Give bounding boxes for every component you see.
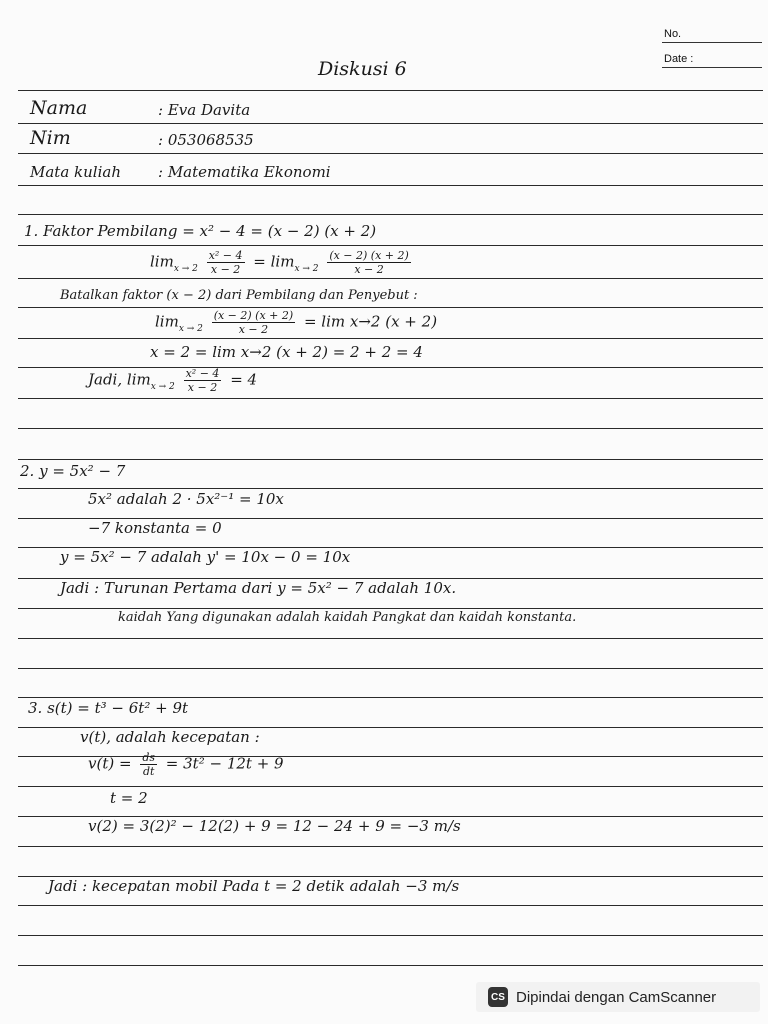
lim-text: lim [155,312,179,331]
q1-line-4-tail: = lim x→2 (x + 2) [303,312,438,331]
fraction [212,310,296,335]
fraction [207,250,245,275]
lim-sub: x → 2 [178,323,203,334]
q2-line-4: y = 5x² − 7 adalah y' = 10x − 0 = 10x [60,548,351,566]
q2-line-5: Jadi : Turunan Pertama dari y = 5x² − 7 adalah 10x. [60,579,457,597]
mata-kuliah-label: Mata kuliah [30,163,121,181]
no-label: No. [664,28,682,40]
ruled-line [18,214,763,215]
q1-line-2 [150,250,415,275]
mata-kuliah-value: : Matematika Ekonomi [158,163,331,181]
fraction-denominator: x − 2 [210,263,241,276]
fraction-numerator: ds [142,751,156,764]
ruled-line [18,846,763,847]
ruled-line [18,338,763,339]
ruled-line [18,935,763,936]
q1-line-1: 1. Faktor Pembilang = x² − 4 = (x − 2) (x + 2) [24,222,377,240]
date-label: Date : [664,53,694,65]
fraction-numerator: x² − 4 [185,367,220,380]
q3-line-2: v(t), adalah kecepatan : [80,728,260,746]
equals-lim: = lim [253,252,295,271]
nama-label: Nama [30,97,88,119]
ruled-line [18,428,763,429]
fraction [327,250,411,275]
q2-line-3: −7 konstanta = 0 [88,519,222,537]
ruled-line [18,905,763,906]
q3-line-3-tail: = 3t² − 12t + 9 [165,754,284,773]
ruled-line [18,668,763,669]
q3-line-3-head: v(t) = [88,754,132,773]
ruled-line [18,90,763,91]
jadi-lim: Jadi, lim [88,370,151,389]
fraction [140,752,157,777]
ruled-line [18,965,763,966]
ruled-line [18,245,763,246]
q1-line-3: Batalkan faktor (x − 2) dari Pembilang dan Penyebut : [60,288,418,303]
q3-line-6: Jadi : kecepatan mobil Pada t = 2 detik adalah −3 m/s [48,877,460,895]
q2-line-2: 5x² adalah 2 · 5x²⁻¹ = 10x [88,490,284,508]
q1-conclusion [88,368,257,393]
camscanner-watermark [476,982,760,1012]
fraction-denominator: x − 2 [238,323,269,336]
lim-sub: x → 2 [150,381,175,392]
no-line [662,42,762,43]
fraction-denominator: x − 2 [354,263,384,276]
fraction-denominator: x − 2 [187,381,218,394]
q2-line-1: 2. y = 5x² − 7 [20,462,126,480]
ruled-line [18,638,763,639]
ruled-line [18,278,763,279]
ruled-line [18,153,763,154]
ruled-line [18,185,763,186]
fraction-numerator: x² − 4 [208,249,243,262]
q1-line-5: x = 2 = lim x→2 (x + 2) = 2 + 2 = 4 [150,343,423,361]
ruled-line [18,608,763,609]
ruled-line [18,307,763,308]
q1-line-4 [155,310,437,335]
page-title: Diskusi 6 [318,58,407,80]
q3-line-4: t = 2 [110,789,148,807]
fraction-denominator: dt [142,765,155,778]
fraction-numerator: (x − 2) (x + 2) [213,309,294,322]
ruled-line [18,786,763,787]
camscanner-text: Dipindai dengan CamScanner [516,988,717,1006]
jadi-tail: = 4 [230,370,258,389]
fraction [184,368,222,393]
ruled-line [18,697,763,698]
q2-line-6: kaidah Yang digunakan adalah kaidah Pangkat dan kaidah konstanta. [118,610,577,625]
q3-line-5: v(2) = 3(2)² − 12(2) + 9 = 12 − 24 + 9 = −3 m/s [88,817,461,835]
ruled-line [18,398,763,399]
nama-value: : Eva Davita [158,101,251,119]
lim-sub: x → 2 [173,263,198,274]
fraction-numerator: (x − 2) (x + 2) [329,249,409,262]
lim-sub: x → 2 [294,263,319,274]
date-line [662,67,762,68]
ruled-line [18,123,763,124]
nim-label: Nim [30,127,71,149]
q3-line-1: 3. s(t) = t³ − 6t² + 9t [28,699,189,717]
nim-value: : 053068535 [158,131,254,149]
ruled-line [18,488,763,489]
camscanner-logo-icon: CS [488,987,508,1007]
lim-text: lim [150,252,174,271]
ruled-line [18,459,763,460]
q3-line-3 [88,752,284,777]
